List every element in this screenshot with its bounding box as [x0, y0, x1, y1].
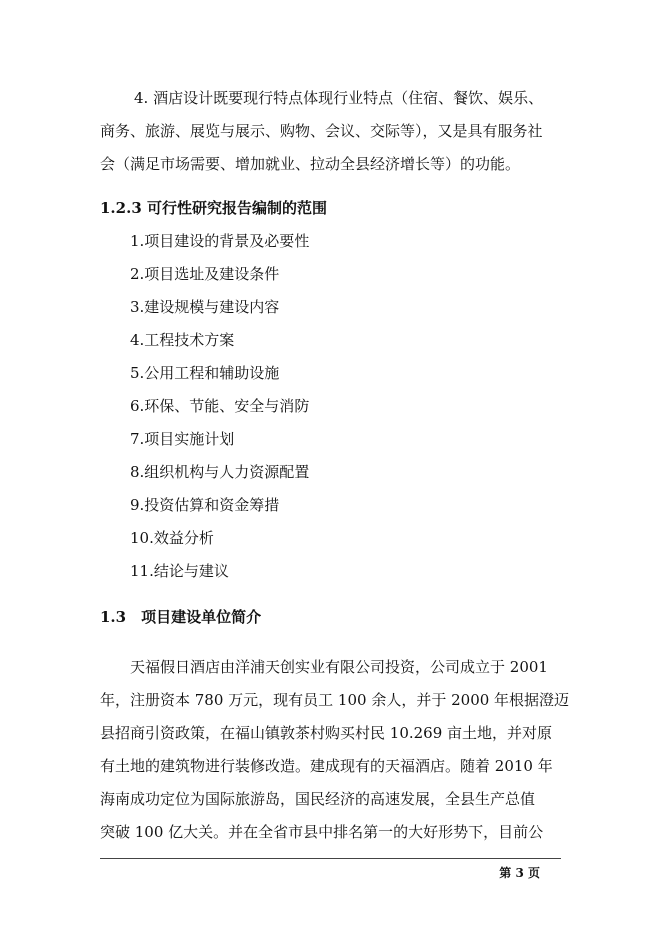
paragraph-line: 会（满足市场需要、增加就业、拉动全县经济增长等）的功能。 [100, 155, 521, 173]
section-heading-1-2-3: 1.2.3 可行性研究报告编制的范围 [100, 199, 327, 217]
paragraph-line: 县招商引资政策，在福山镇敦茶村购买村民 10.269 亩土地，并对原 [100, 724, 553, 742]
paragraph-line: 年，注册资本 780 万元，现有员工 100 余人，并于 2000 年根据澄迈 [100, 691, 570, 709]
list-item: 3.建设规模与建设内容 [130, 298, 280, 316]
list-item: 8.组织机构与人力资源配置 [130, 463, 310, 481]
list-item: 5.公用工程和辅助设施 [130, 364, 280, 382]
list-item: 11.结论与建议 [130, 562, 229, 580]
list-item: 6.环保、节能、安全与消防 [130, 397, 310, 415]
page-number: 第 3 页 [499, 866, 540, 880]
list-item: 10.效益分析 [130, 529, 214, 547]
paragraph-line: 商务、旅游、展览与展示、购物、会议、交际等），又是具有服务社 [100, 122, 543, 140]
list-item: 9.投资估算和资金筹措 [130, 496, 280, 514]
paragraph-line: 4. 酒店设计既要现行特点体现行业特点（住宿、餐饮、娱乐、 [134, 89, 544, 107]
paragraph-line: 天福假日酒店由洋浦天创实业有限公司投资，公司成立于 2001 [130, 658, 548, 676]
footer-divider [100, 858, 561, 859]
section-heading-1-3: 1.3 项目建设单位简介 [100, 608, 262, 626]
list-item: 2.项目选址及建设条件 [130, 265, 280, 283]
list-item: 7.项目实施计划 [130, 430, 235, 448]
paragraph-line: 海南成功定位为国际旅游岛，国民经济的高速发展，全县生产总值 [100, 790, 536, 808]
paragraph-line: 有土地的建筑物进行装修改造。建成现有的天福酒店。随着 2010 年 [100, 757, 553, 775]
list-item: 1.项目建设的背景及必要性 [130, 232, 310, 250]
list-item: 4.工程技术方案 [130, 331, 235, 349]
paragraph-line: 突破 100 亿大关。并在全省市县中排名第一的大好形势下，目前公 [100, 823, 544, 841]
